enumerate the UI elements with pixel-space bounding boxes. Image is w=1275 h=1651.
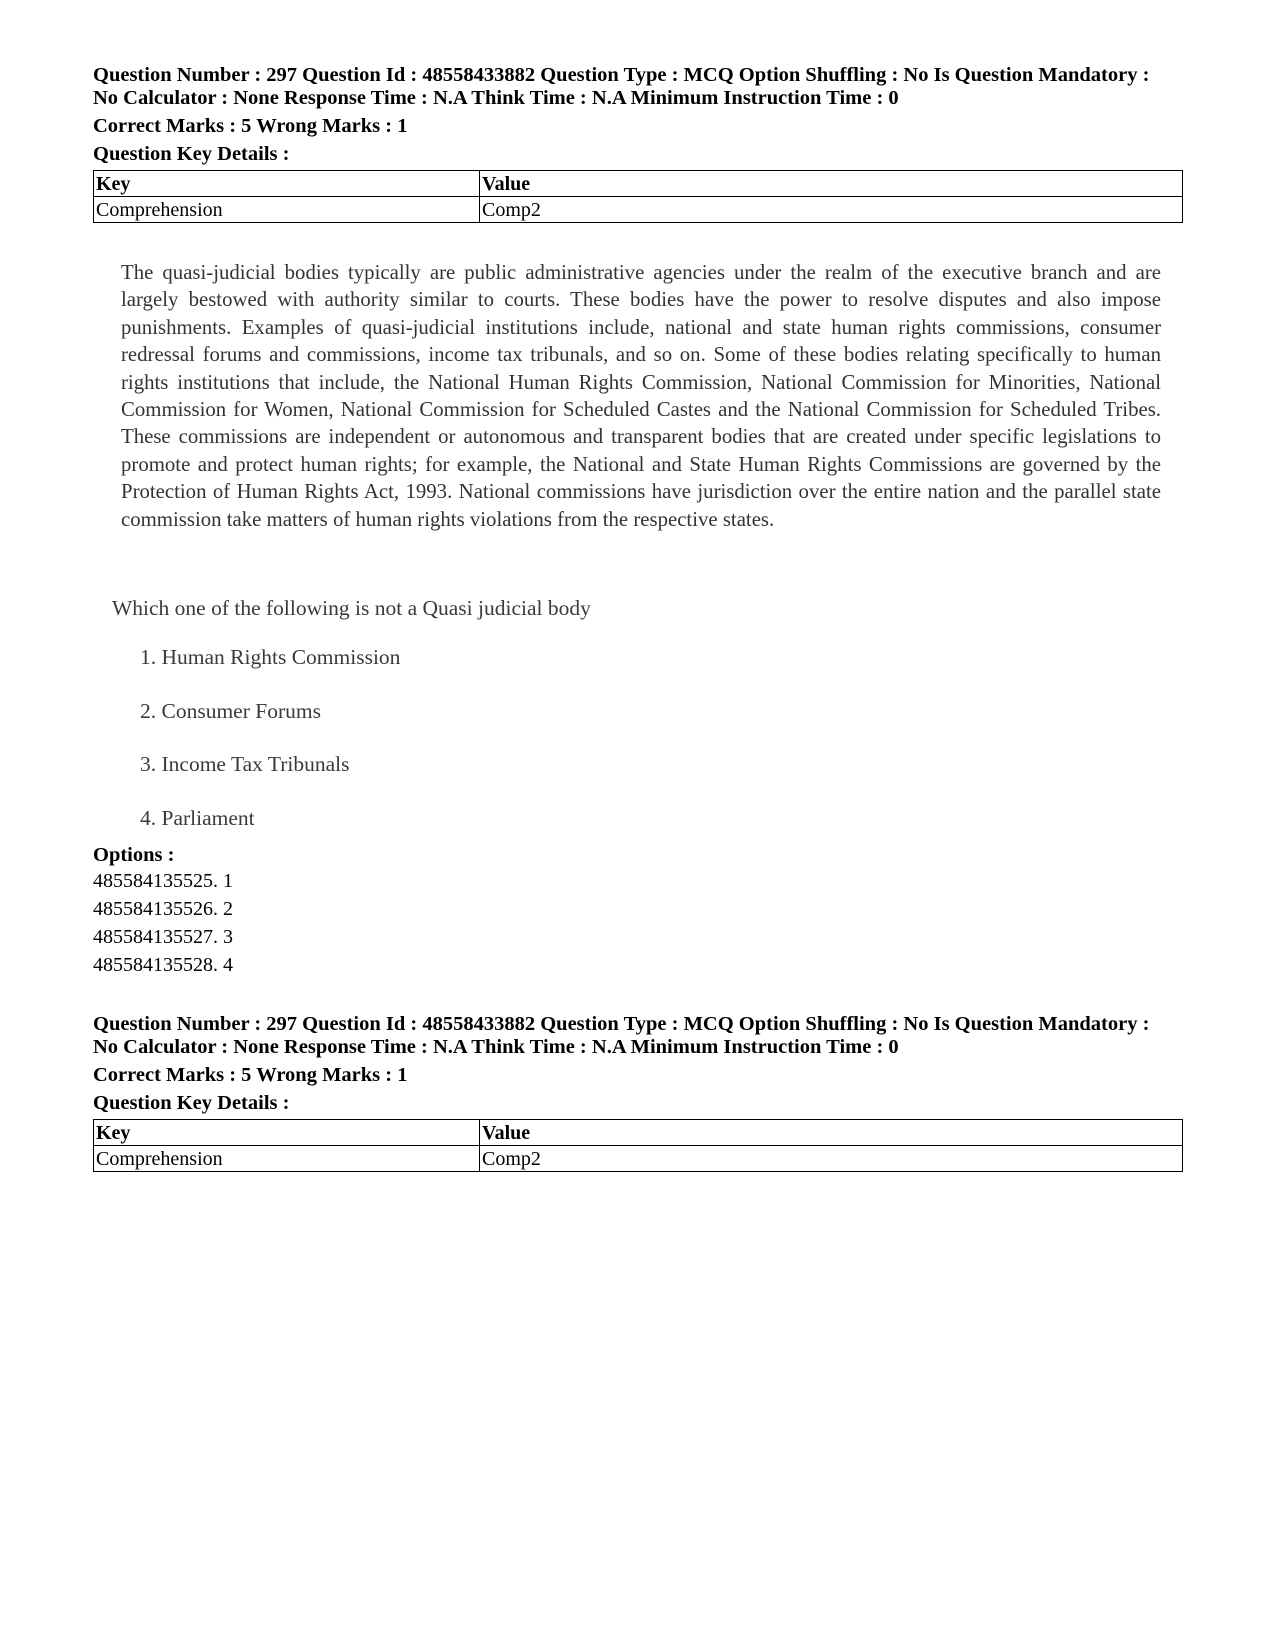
table-header-key: Key: [94, 171, 480, 197]
marks-line: Correct Marks : 5 Wrong Marks : 1: [93, 115, 408, 137]
key-details-title: Question Key Details :: [93, 143, 290, 165]
table-header-key: Key: [94, 1120, 480, 1146]
table-cell-value: Comp2: [480, 1146, 1183, 1172]
table-row: [94, 1146, 1183, 1172]
question-block-2: [93, 1013, 1183, 1172]
table-cell-key: Comprehension: [94, 197, 480, 223]
choice-list: [93, 645, 1183, 833]
comprehension-passage: The quasi-judicial bodies typically are public administrative agencies under the realm of the executive branch and are largely bestowed with authority similar to courts. These bodies have the power to resolve disputes and also impose punishments. Examples of quasi-judicial institutions include, national and state human rights commissions, consumer redressal forums and commissions, income tax tribunals, and so on. Some of these bodies relating specifically to human rights institutions that include, the National Human Rights Commission, National Commission for Minorities, National Commission for Women, National Commission for Scheduled Castes and the National Commission for Scheduled Tribes. These commissions are independent or autonomous and transparent bodies that are created under specific legislations to promote and protect human rights; for example, the National and State Human Rights Commissions are governed by the Protection of Human Rights Act, 1993. National commissions have jurisdiction over the entire nation and the parallel state commission take matters of human rights violations from the respective states.: [121, 261, 1161, 531]
choice-item: 4. Parliament: [140, 805, 255, 830]
table-header-value: Value: [480, 171, 1183, 197]
table-row: [94, 197, 1183, 223]
choice-item: 1. Human Rights Commission: [140, 645, 401, 670]
question-header: [93, 1013, 1183, 1059]
table-header-row: [94, 171, 1183, 197]
table-header-row: [94, 1120, 1183, 1146]
question-header-line-1: Question Number : 297 Question Id : 48558433882 Question Type : MCQ Option Shuffling : No Is Question Mandatory :: [93, 64, 1150, 86]
choice-item: 3. Income Tax Tribunals: [140, 752, 350, 777]
choice-item: 2. Consumer Forums: [140, 698, 321, 723]
key-details-table: [93, 170, 1183, 223]
question-header: [93, 64, 1183, 110]
table-cell-key: Comprehension: [94, 1146, 480, 1172]
options-title: Options :: [93, 844, 175, 867]
options-list: [93, 867, 1183, 979]
document-page: [93, 64, 1183, 1172]
key-details-title: Question Key Details :: [93, 1092, 290, 1115]
table-cell-value: Comp2: [480, 197, 1183, 223]
question-block-1: [93, 64, 1183, 979]
marks-line: Correct Marks : 5 Wrong Marks : 1: [93, 1064, 408, 1087]
table-header-value: Value: [480, 1120, 1183, 1146]
question-header-line-2: No Calculator : None Response Time : N.A Think Time : N.A Minimum Instruction Time : 0: [93, 87, 899, 109]
option-item: 485584135526. 2: [93, 898, 233, 921]
option-item: 485584135525. 1: [93, 870, 233, 893]
option-item: 485584135528. 4: [93, 954, 233, 977]
question-text: Which one of the following is not a Quasi judicial body: [112, 596, 591, 621]
key-details-table: [93, 1119, 1183, 1172]
option-item: 485584135527. 3: [93, 926, 233, 949]
question-content-image: [93, 259, 1183, 833]
question-header-line-1: Question Number : 297 Question Id : 48558433882 Question Type : MCQ Option Shuffling : No Is Question Mandatory :: [93, 1013, 1150, 1036]
question-header-line-2: No Calculator : None Response Time : N.A Think Time : N.A Minimum Instruction Time : 0: [93, 1036, 899, 1059]
